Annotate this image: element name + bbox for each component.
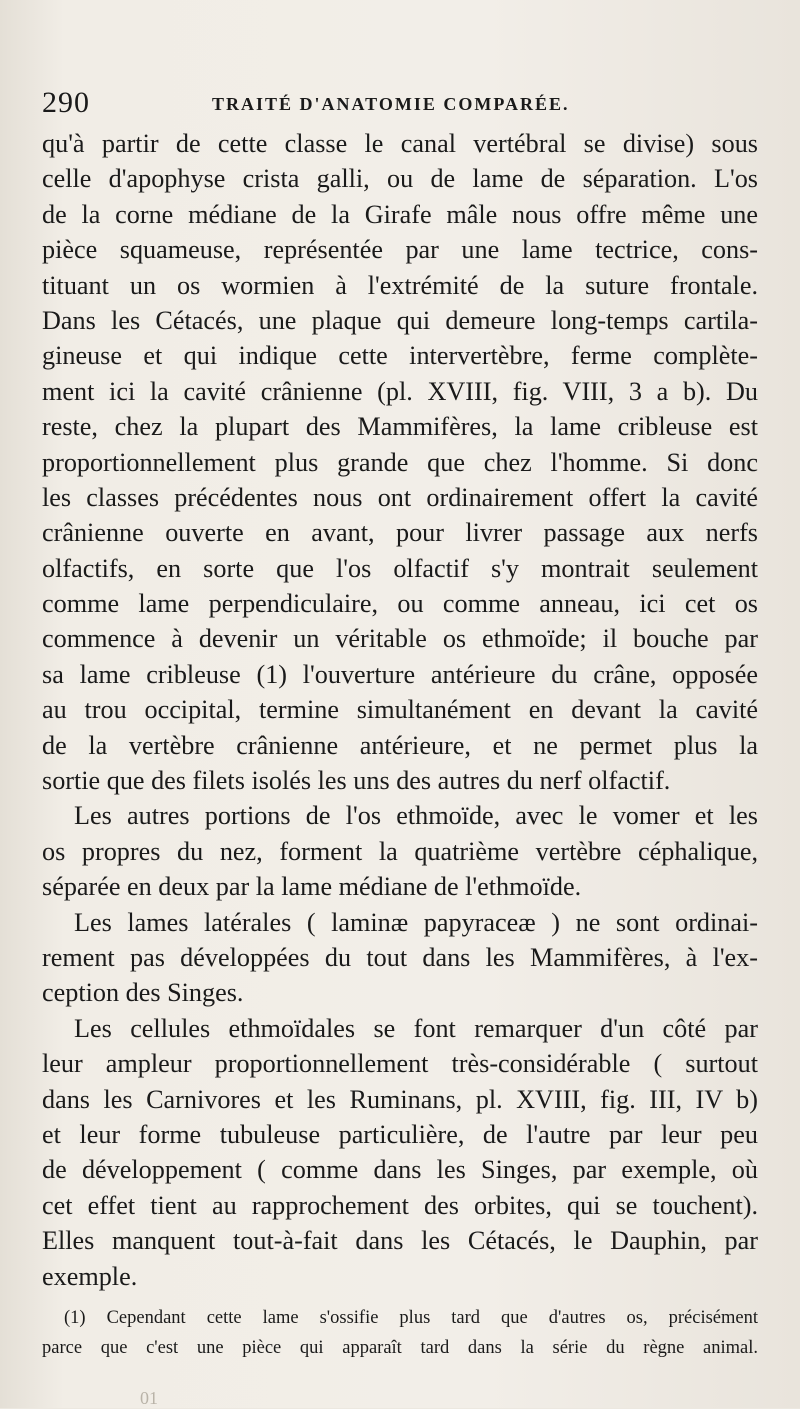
- text-line: les classes précédentes nous ont ordinairement offert la cavité: [42, 482, 758, 512]
- page-number: 290: [42, 86, 90, 119]
- text-line: crânienne ouverte en avant, pour livrer passage aux nerfs: [42, 518, 758, 548]
- text-line: os propres du nez, forment la quatrième vertèbre céphalique,: [42, 836, 758, 866]
- text-line: de développement ( comme dans les Singes, par exemple, où: [42, 1155, 758, 1185]
- text-line: pièce squameuse, représentée par une lame tectrice, cons-: [42, 235, 758, 265]
- text-line: Les cellules ethmoïdales se font remarquer d'un côté par: [74, 1013, 758, 1043]
- text-line: gineuse et qui indique cette intervertèbre, ferme complète-: [42, 341, 758, 371]
- text-line: comme lame perpendiculaire, ou comme anneau, ici cet os: [42, 589, 758, 619]
- text-line: Les lames latérales ( laminæ papyraceæ ) ne sont ordinai-: [74, 907, 758, 937]
- text-line: Dans les Cétacés, une plaque qui demeure long-temps cartila-: [42, 305, 758, 335]
- text-line: de la vertèbre crânienne antérieure, et ne permet plus la: [42, 730, 758, 760]
- text-line: dans les Carnivores et les Ruminans, pl. XVIII, fig. III, IV b): [42, 1084, 758, 1114]
- running-title: TRAITÉ D'ANATOMIE COMPARÉE.: [212, 94, 570, 114]
- text-line: au trou occipital, termine simultanément en devant la cavité: [42, 695, 758, 725]
- text-line: Les autres portions de l'os ethmoïde, avec le vomer et les: [74, 801, 758, 831]
- text-line: Elles manquent tout-à-fait dans les Cétacés, le Dauphin, par: [42, 1226, 758, 1256]
- text-line: sortie que des filets isolés les uns des autres du nerf olfactif.: [42, 766, 671, 796]
- text-line: leur ampleur proportionnellement très-considérable ( surtout: [42, 1049, 758, 1079]
- bottom-show-through-mark: 01: [140, 1388, 158, 1408]
- text-line: séparée en deux par la lame médiane de l'ethmoïde.: [42, 872, 582, 902]
- text-line: commence à devenir un véritable os ethmoïde; il bouche par: [42, 624, 758, 654]
- text-line: de la corne médiane de la Girafe mâle nous offre même une: [42, 199, 758, 229]
- text-line: et leur forme tubuleuse particulière, de l'autre par leur peu: [42, 1119, 758, 1149]
- main-text: [42, 126, 758, 1294]
- text-line: celle d'apophyse crista galli, ou de lame de séparation. L'os: [42, 164, 758, 194]
- text-line: rement pas développées du tout dans les Mammifères, à l'ex-: [42, 942, 758, 972]
- text-line: tituant un os wormien à l'extrémité de la suture frontale.: [42, 270, 758, 300]
- text-line: ception des Singes.: [42, 978, 244, 1008]
- footnote-line: (1) Cependant cette lame s'ossifie plus tard que d'autres os, précisément: [64, 1308, 758, 1328]
- text-line: reste, chez la plupart des Mammifères, la lame cribleuse est: [42, 412, 758, 442]
- footnote: [42, 1303, 758, 1363]
- text-line: exemple.: [42, 1261, 138, 1291]
- text-line: proportionnellement plus grande que chez l'homme. Si donc: [42, 447, 758, 477]
- page-header: [42, 86, 758, 120]
- text-line: ment ici la cavité crânienne (pl. XVIII, fig. VIII, 3 a b). Du: [42, 376, 758, 406]
- text-line: qu'à partir de cette classe le canal vertébral se divise) sous: [42, 129, 758, 158]
- text-line: cet effet tient au rapprochement des orbites, qui se touchent).: [42, 1190, 758, 1220]
- footnote-line: parce que c'est une pièce qui apparaît tard dans la série du règne animal.: [42, 1338, 758, 1358]
- text-line: olfactifs, en sorte que l'os olfactif s'y montrait seulement: [42, 553, 758, 583]
- text-line: sa lame cribleuse (1) l'ouverture antérieure du crâne, opposée: [42, 659, 758, 689]
